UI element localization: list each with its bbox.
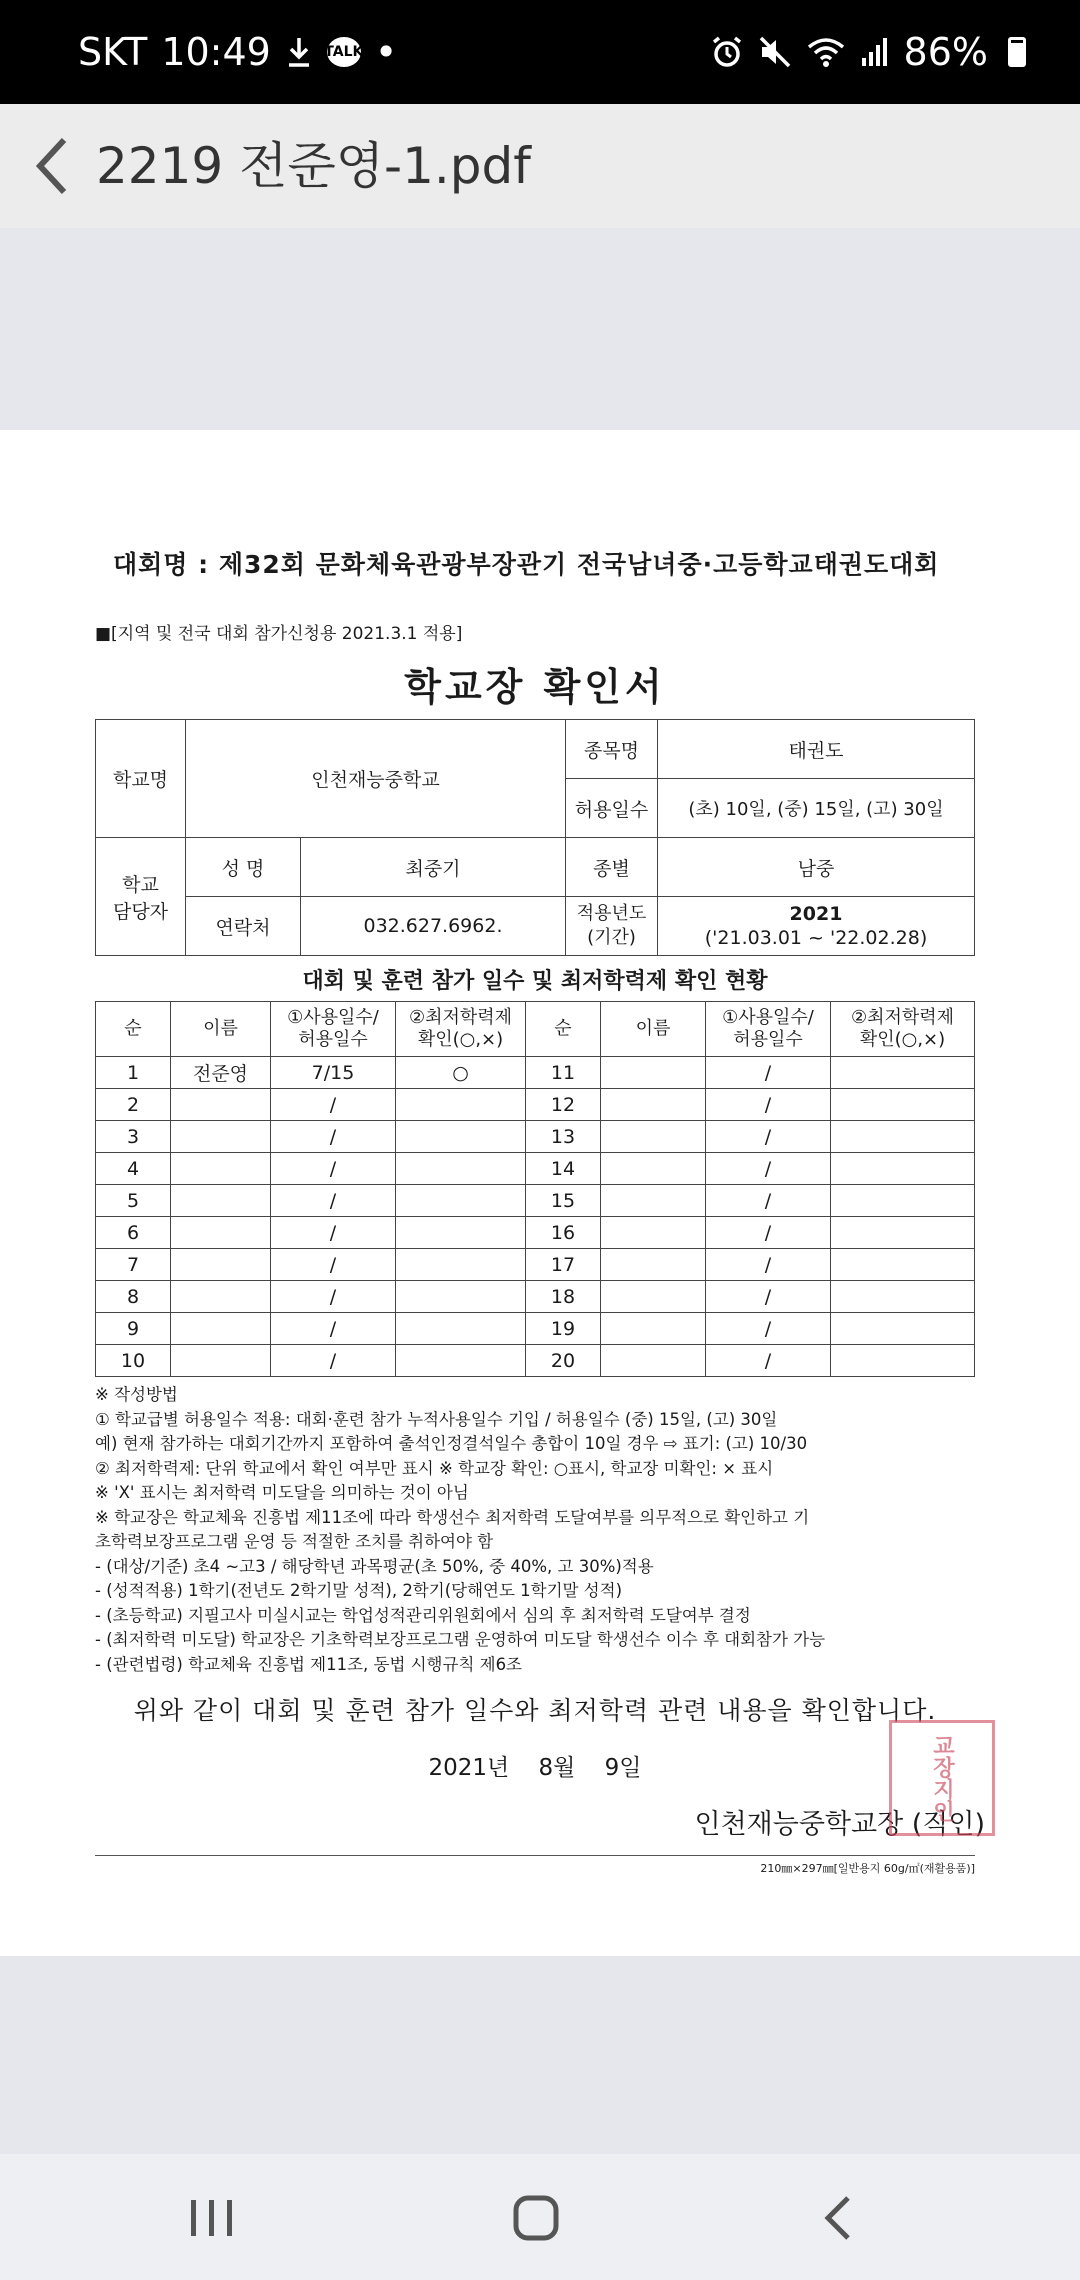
recent-apps-button[interactable]: [176, 2182, 248, 2254]
table-cell: /: [271, 1185, 396, 1217]
table-cell: 20: [526, 1345, 601, 1377]
note-line: 초학력보장프로그램 운영 등 적절한 조치를 취하여야 함: [95, 1532, 494, 1551]
table-cell: [171, 1313, 271, 1345]
table-cell: [396, 1121, 526, 1153]
table-row: [96, 1057, 975, 1089]
contact-label: 연락처: [186, 897, 301, 956]
table-cell: /: [271, 1313, 396, 1345]
table-cell: /: [706, 1217, 831, 1249]
document-title: 2219 전준영-1.pdf: [96, 137, 531, 195]
table-cell: /: [706, 1345, 831, 1377]
category-label: 종별: [566, 838, 658, 897]
table-cell: [831, 1217, 975, 1249]
table-cell: [396, 1345, 526, 1377]
dot-icon: •: [374, 30, 398, 74]
table-cell: 16: [526, 1217, 601, 1249]
table-cell: /: [706, 1313, 831, 1345]
kakaotalk-icon: TALK: [327, 37, 361, 67]
note-line: - (초등학교) 지필고사 미실시교는 학업성적관리위원회에서 심의 후 최저학력 도달여부 결정: [95, 1605, 751, 1625]
back-icon: [818, 2193, 858, 2243]
table-cell: 7: [96, 1249, 171, 1281]
table-cell: [831, 1153, 975, 1185]
header-cell: ②최저학력제 확인(○,×): [396, 1002, 526, 1057]
back-button[interactable]: [20, 134, 84, 198]
home-button[interactable]: [500, 2182, 572, 2254]
table-cell: [171, 1217, 271, 1249]
name-label: 성 명: [186, 838, 301, 897]
allowed-days-label: 허용일수: [566, 779, 658, 838]
table-cell: [831, 1185, 975, 1217]
table-cell: /: [706, 1153, 831, 1185]
wifi-icon: [806, 36, 846, 68]
clock: 10:49: [161, 30, 271, 74]
carrier-label: SKT: [78, 30, 148, 74]
table-row: [96, 1249, 975, 1281]
note-line: - (대상/기준) 초4 ~고3 / 해당학년 과목평균(초 50%, 중 40%, 고 30%)적용: [95, 1556, 654, 1576]
table-cell: /: [271, 1217, 396, 1249]
note-line: ※ 'X' 표시는 최저학력 미도달을 의미하는 것이 아님: [95, 1483, 469, 1502]
table-cell: 10: [96, 1345, 171, 1377]
status-title: 대회 및 훈련 참가 일수 및 최저학력제 확인 현황: [302, 969, 768, 994]
table-cell: [171, 1185, 271, 1217]
table-cell: [171, 1345, 271, 1377]
table-row: [96, 1089, 975, 1121]
table-cell: 2: [96, 1089, 171, 1121]
note-line: ※ 작성방법: [95, 1385, 178, 1404]
table-cell: [831, 1089, 975, 1121]
instructions: [95, 1383, 975, 1677]
table-cell: [831, 1313, 975, 1345]
event-value: 태권도: [658, 720, 975, 779]
table-cell: [171, 1089, 271, 1121]
table-cell: 1: [96, 1057, 171, 1089]
table-cell: 8: [96, 1281, 171, 1313]
year-cell: [658, 897, 975, 956]
table-row: [96, 1217, 975, 1249]
status-bar: [0, 0, 1080, 104]
year-value: 2021: [789, 903, 843, 925]
school-info-table: [95, 719, 975, 956]
manager-label: 학교 담당자: [96, 838, 186, 956]
battery-percent: 86%: [903, 30, 988, 74]
school-label: 학교명: [96, 720, 186, 838]
table-cell: 14: [526, 1153, 601, 1185]
table-cell: 3: [96, 1121, 171, 1153]
table-cell: 5: [96, 1185, 171, 1217]
table-cell: 전준영: [171, 1057, 271, 1089]
table-cell: /: [271, 1345, 396, 1377]
table-row: [96, 1153, 975, 1185]
allowed-days-value: (초) 10일, (중) 15일, (고) 30일: [658, 779, 975, 838]
table-cell: 13: [526, 1121, 601, 1153]
document-heading: 학교장 확인서: [404, 665, 666, 709]
school-value: 인천재능중학교: [186, 720, 566, 838]
battery-icon: [1008, 37, 1026, 67]
table-cell: /: [706, 1121, 831, 1153]
table-cell: /: [271, 1153, 396, 1185]
table-cell: 18: [526, 1281, 601, 1313]
table-cell: 4: [96, 1153, 171, 1185]
paper-spec: 210㎜×297㎜[일반용지 60g/㎡(재활용품)]: [760, 1862, 975, 1875]
table-cell: 6: [96, 1217, 171, 1249]
table-cell: [396, 1089, 526, 1121]
table-cell: /: [706, 1249, 831, 1281]
header-cell: 순: [96, 1002, 171, 1057]
name-value: 최중기: [301, 838, 566, 897]
table-cell: /: [706, 1185, 831, 1217]
table-cell: 12: [526, 1089, 601, 1121]
principal-signature: 인천재능중학교장 (직인): [694, 1809, 985, 1840]
download-icon: [285, 36, 313, 68]
table-cell: [396, 1313, 526, 1345]
table-cell: 15: [526, 1185, 601, 1217]
event-label: 종목명: [566, 720, 658, 779]
table-cell: [396, 1153, 526, 1185]
official-seal: 교장지인: [889, 1720, 995, 1836]
table-row: [96, 1313, 975, 1345]
app-bar: [0, 104, 1080, 230]
footer-divider: [95, 1855, 975, 1856]
table-cell: 9: [96, 1313, 171, 1345]
alarm-icon: [710, 35, 744, 69]
confirmation-statement: 위와 같이 대회 및 훈련 참가 일수와 최저학력 관련 내용을 확인합니다.: [133, 1696, 937, 1725]
table-cell: /: [271, 1281, 396, 1313]
table-cell: /: [706, 1057, 831, 1089]
mute-icon: [758, 35, 792, 69]
note-line: ① 학교급별 허용일수 적용: 대회·훈련 참가 누적사용일수 기입 / 허용일수 (중) 15일, (고) 30일: [95, 1409, 778, 1429]
table-cell: [601, 1345, 706, 1377]
table-cell: [171, 1281, 271, 1313]
table-cell: [831, 1249, 975, 1281]
table-cell: [831, 1345, 975, 1377]
table-cell: [601, 1089, 706, 1121]
contact-value: 032.627.6962.: [301, 897, 566, 956]
table-row: [96, 1185, 975, 1217]
scanned-document: [95, 545, 985, 1876]
note-line: ※ 학교장은 학교체육 진흥법 제11조에 따라 학생선수 최저학력 도달여부를 의무적으로 확인하고 기: [95, 1507, 810, 1527]
signed-date: 2021년 8월 9일: [428, 1755, 642, 1781]
table-cell: [396, 1217, 526, 1249]
back-nav-button[interactable]: [802, 2182, 874, 2254]
table-cell: 19: [526, 1313, 601, 1345]
table-cell: [171, 1121, 271, 1153]
table-cell: ○: [396, 1057, 526, 1089]
header-cell: ①사용일수/ 허용일수: [271, 1002, 396, 1057]
header-cell: 순: [526, 1002, 601, 1057]
form-note: ■[지역 및 전국 대회 참가신청용 2021.3.1 적용]: [95, 624, 463, 644]
table-cell: [171, 1249, 271, 1281]
table-cell: [396, 1185, 526, 1217]
note-line: - (관련법령) 학교체육 진흥법 제11조, 동법 시행규칙 제6조: [95, 1654, 522, 1674]
contest-name: 대회명 : 제32회 문화체육관광부장관기 전국남녀중·고등학교태권도대회: [113, 550, 940, 579]
table-row: [96, 1281, 975, 1313]
table-cell: [171, 1153, 271, 1185]
table-cell: [601, 1185, 706, 1217]
table-cell: [601, 1313, 706, 1345]
table-row: [96, 1121, 975, 1153]
pdf-viewer[interactable]: [0, 228, 1080, 2154]
table-cell: [601, 1217, 706, 1249]
table-cell: [601, 1057, 706, 1089]
table-cell: [831, 1121, 975, 1153]
table-cell: [831, 1057, 975, 1089]
note-line: - (최저학력 미도달) 학교장은 기초학력보장프로그램 운영하여 미도달 학생선수 이수 후 대회참가 가능: [95, 1630, 826, 1649]
table-cell: [601, 1281, 706, 1313]
table-cell: [601, 1249, 706, 1281]
header-cell: 이름: [601, 1002, 706, 1057]
home-icon: [511, 2193, 561, 2243]
table-cell: /: [271, 1121, 396, 1153]
table-cell: /: [706, 1089, 831, 1121]
signal-icon: [860, 36, 890, 68]
chevron-left-icon: [32, 136, 72, 196]
period-value: ('21.03.01 ~ '22.02.28): [704, 927, 928, 949]
pdf-page[interactable]: [0, 430, 1080, 1956]
header-cell: ①사용일수/ 허용일수: [706, 1002, 831, 1057]
table-cell: /: [271, 1249, 396, 1281]
table-cell: /: [706, 1281, 831, 1313]
note-line: ② 최저학력제: 단위 학교에서 확인 여부만 표시 ※ 학교장 확인: ○표시, 학교장 미확인: × 표시: [95, 1458, 774, 1478]
note-line: - (성적적용) 1학기(전년도 2학기말 성적), 2학기(당해연도 1학기말 성적): [95, 1581, 623, 1600]
system-nav-bar: [0, 2154, 1080, 2280]
table-cell: [396, 1281, 526, 1313]
header-cell: ②최저학력제 확인(○,×): [831, 1002, 975, 1057]
note-line: 예) 현재 참가하는 대회기간까지 포함하여 출석인정결석일수 총합이 10일 경우 ⇨ 표기: (고) 10/30: [95, 1434, 808, 1453]
year-label: 적용년도 (기간): [566, 897, 658, 956]
table-cell: 11: [526, 1057, 601, 1089]
table-cell: [831, 1281, 975, 1313]
participation-table: [95, 1001, 975, 1377]
table-row: [96, 1345, 975, 1377]
table-cell: [396, 1249, 526, 1281]
table-cell: /: [271, 1089, 396, 1121]
table-cell: 17: [526, 1249, 601, 1281]
recent-apps-icon: [187, 2196, 237, 2240]
table-cell: [601, 1153, 706, 1185]
header-cell: 이름: [171, 1002, 271, 1057]
table-cell: 7/15: [271, 1057, 396, 1089]
table-cell: [601, 1121, 706, 1153]
category-value: 남중: [658, 838, 975, 897]
